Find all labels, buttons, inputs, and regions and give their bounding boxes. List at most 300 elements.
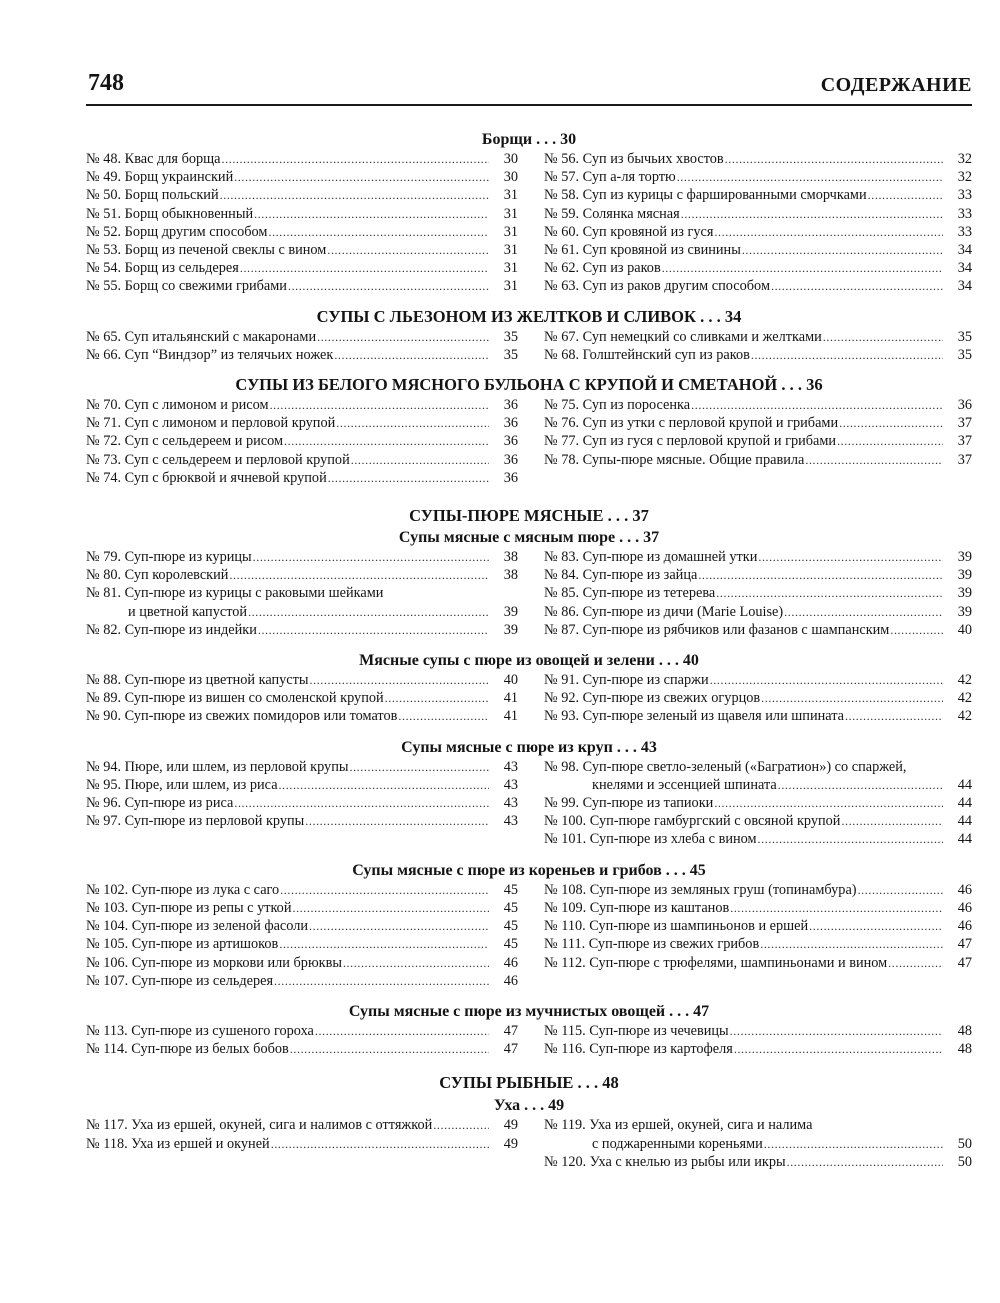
toc-entry-page: 39 [503,621,518,638]
dot-leader [343,954,489,972]
toc-column-left [86,881,518,990]
toc-entry-title: № 62. Суп из раков [544,260,661,277]
dot-leader [334,346,489,364]
dot-leader [662,259,943,277]
toc-entry-title: № 60. Суп кровяной из гуся [544,223,714,240]
toc-entry-page: 31 [503,205,518,222]
toc-entry-page: 50 [957,1135,972,1152]
toc-entry [544,776,972,794]
toc-entry-page: 31 [503,278,518,295]
toc-entry [86,707,518,725]
toc-entry [544,451,972,469]
dot-leader [279,776,489,794]
toc-entry-title: № 94. Пюре, или шлем, из перловой крупы [86,758,349,775]
toc-entry [544,1116,972,1134]
toc-entry-title: № 85. Суп-пюре из тетерева [544,585,716,602]
toc-entry-page: 39 [957,603,972,620]
toc-entry-page: 48 [957,1041,972,1058]
dot-leader [758,548,943,566]
dot-leader [258,621,489,639]
toc-entry-title: № 110. Суп-пюре из шампиньонов и ершей [544,918,809,935]
toc-entry-page: 43 [503,758,518,775]
toc-entry-page: 44 [957,831,972,848]
dot-leader [292,899,489,917]
section-meat-puree [86,528,972,639]
section-title: Мясные супы с пюре из овощей и зелени . . . 40 [359,652,699,670]
toc-entry-title: № 68. Голштейнский суп из раков [544,346,750,363]
dot-leader [229,566,489,584]
toc-entry [86,277,518,295]
toc-entry [86,150,518,168]
toc-column-right [544,548,972,639]
toc-entry [544,150,972,168]
toc-entry [86,812,518,830]
toc-entry-title: № 55. Борщ со свежими грибами [86,278,287,295]
toc-entry-page: 36 [503,415,518,432]
section-puree-meat [86,505,972,527]
dot-leader [240,259,489,277]
toc-entry [544,205,972,223]
toc-entry-page: 42 [957,672,972,689]
toc-entry-page: 45 [503,936,518,953]
dot-leader [845,707,943,725]
toc-entry-page: 36 [503,433,518,450]
toc-entry [86,548,518,566]
section-title: СУПЫ ИЗ БЕЛОГО МЯСНОГО БУЛЬОНА С КРУПОЙ И СМЕТАНОЙ . . . 36 [235,375,823,395]
toc-entry-page: 43 [503,795,518,812]
toc-entry [544,259,972,277]
toc-entry [544,671,972,689]
dot-leader [220,186,489,204]
toc-entry-title: № 101. Суп-пюре из хлеба с вином [544,831,757,848]
page-running-title: СОДЕРЖАНИЕ [820,74,972,96]
toc-entry [544,881,972,899]
toc-entry-page: 35 [503,328,518,345]
toc-entry [544,548,972,566]
toc-entry [86,259,518,277]
toc-entry [544,899,972,917]
toc-entry-page: 40 [957,621,972,638]
toc-entry-page: 34 [957,260,972,277]
toc-entry [86,346,518,364]
toc-entry-title: № 74. Суп с брюквой и ячневой крупой [86,469,327,486]
dot-leader [778,776,943,794]
section-root-puree [86,861,972,990]
toc-entry [544,277,972,295]
toc-entry-page: 47 [957,936,972,953]
dot-leader [734,1040,943,1058]
toc-entry [544,414,972,432]
toc-entry-page: 35 [957,346,972,363]
toc-entry-title: № 71. Суп с лимоном и перловой крупой [86,415,336,432]
toc-entry-page: 42 [957,690,972,707]
toc-entry-title: № 67. Суп немецкий со сливками и желтками [544,328,822,345]
toc-entry-title: № 75. Суп из поросенка [544,397,691,414]
dot-leader [858,881,943,899]
dot-leader [725,150,943,168]
section-title: СУПЫ С ЛЬЕЗОНОМ ИЗ ЖЕЛТКОВ И СЛИВОК . . . 34 [316,306,742,326]
toc-entry-title: кнелями и эссенцией шпината [592,776,777,793]
toc-entry [86,168,518,186]
toc-entry-title: № 58. Суп из курицы с фаршированными сморчками [544,187,867,204]
toc-entry [544,689,972,707]
dot-leader [698,566,943,584]
dot-leader [253,548,489,566]
toc-entry-page: 43 [503,776,518,793]
header-divider [86,104,972,106]
dot-leader [222,150,489,168]
toc-entry-page: 31 [503,223,518,240]
toc-entry-title: № 118. Уха из ершей и окуней [86,1135,270,1152]
toc-entry [86,603,518,621]
toc-entry-title: № 49. Борщ украинский [86,169,234,186]
toc-entry [544,241,972,259]
toc-column-left [86,758,518,849]
toc-entry [86,954,518,972]
chapter-title: СУПЫ РЫБНЫЕ . . . 48 [439,1073,619,1093]
dot-leader [284,432,489,450]
toc-entry [544,168,972,186]
toc-entry-page: 41 [503,708,518,725]
toc-entry-page: 31 [503,242,518,259]
toc-entry-title: № 82. Суп-пюре из индейки [86,621,257,638]
toc-entry-title: № 115. Суп-пюре из чечевицы [544,1022,729,1039]
toc-entry-page: 46 [957,899,972,916]
toc-entry-title: № 51. Борщ обыкновенный [86,205,254,222]
toc-entry-title: с поджаренными кореньями [592,1135,763,1152]
toc-entry [544,396,972,414]
toc-entry-title: № 52. Борщ другим способом [86,223,268,240]
toc-entry [86,451,518,469]
toc-entry-title: № 61. Суп кровяной из свинины [544,242,741,259]
toc-entry-title: № 48. Квас для борща [86,151,221,167]
toc-entry-title: № 86. Суп-пюре из дичи (Marie Louise) [544,603,784,620]
toc-column-right [544,671,972,726]
toc-entry-title: № 84. Суп-пюре из зайца [544,567,698,584]
section-veg-puree [86,651,972,726]
toc-entry [544,1040,972,1058]
toc-entry-title: № 65. Суп итальянский с макаронами [86,328,317,345]
toc-entry-page: 41 [503,690,518,707]
toc-entry-page: 35 [957,328,972,345]
section-ukha [86,1096,972,1171]
toc-entry-page: 33 [957,223,972,240]
section-starchy-puree [86,1002,972,1058]
dot-leader [716,584,943,602]
toc-column-left [86,1116,518,1171]
toc-entry-page: 45 [503,881,518,898]
toc-entry [86,205,518,223]
dot-leader [385,689,489,707]
toc-entry-title: № 81. Суп-пюре из курицы с раковыми шейками [86,585,384,602]
toc-entry-title: № 108. Суп-пюре из земляных груш (топинамбура) [544,881,857,898]
dot-leader [809,917,943,935]
toc-entry-page: 44 [957,776,972,793]
dot-leader [714,794,943,812]
toc-entry-page: 32 [957,151,972,167]
toc-entry [86,794,518,812]
dot-leader [288,277,489,295]
toc-entry-page: 48 [957,1022,972,1039]
dot-leader [677,168,943,186]
dot-leader [317,328,489,346]
dot-leader [691,396,943,414]
toc-entry-page: 36 [503,397,518,414]
toc-entry-page: 38 [503,549,518,566]
toc-entry [86,1022,518,1040]
toc-entry-title: № 95. Пюре, или шлем, из риса [86,776,278,793]
toc-entry-page: 36 [503,469,518,486]
section-borshchi [86,130,972,296]
toc-content [86,126,972,1171]
toc-entry-title: № 99. Суп-пюре из тапиоки [544,795,714,812]
toc-entry-title: № 102. Суп-пюре из лука с саго [86,881,280,898]
dot-leader [305,812,489,830]
toc-entry-title: № 56. Суп из бычьих хвостов [544,151,724,167]
toc-entry-title: № 103. Суп-пюре из репы с уткой [86,899,292,916]
toc-entry-page: 30 [503,151,518,167]
toc-entry [544,621,972,639]
toc-entry-title: № 76. Суп из утки с перловой крупой и грибами [544,415,839,432]
toc-entry-page: 31 [503,260,518,277]
toc-entry-title: № 90. Суп-пюре из свежих помидоров или томатов [86,708,398,725]
toc-entry [544,758,972,776]
toc-entry-page: 39 [957,585,972,602]
toc-entry-page: 47 [503,1041,518,1058]
dot-leader [823,328,943,346]
section-fish [86,1072,972,1094]
toc-entry-page: 46 [957,918,972,935]
toc-entry [86,776,518,794]
toc-entry-page: 38 [503,567,518,584]
toc-entry [544,830,972,848]
toc-entry-title: № 114. Суп-пюре из белых бобов [86,1041,289,1058]
toc-entry-title: № 57. Суп а-ля тортю [544,169,676,186]
dot-leader [433,1116,489,1134]
dot-leader [351,451,489,469]
section-title: Уха . . . 49 [493,1097,565,1115]
toc-entry-title: № 98. Суп-пюре светло-зеленый («Багратион») со спаржей, [544,758,907,775]
toc-entry-title: № 54. Борщ из сельдерея [86,260,239,277]
toc-entry [544,584,972,602]
toc-entry-title: № 63. Суп из раков другим способом [544,278,770,295]
toc-entry-title: № 77. Суп из гуся с перловой крупой и грибами [544,433,837,450]
toc-entry [86,432,518,450]
toc-entry-page: 42 [957,708,972,725]
toc-entry-page: 45 [503,918,518,935]
toc-entry [86,186,518,204]
toc-entry [86,566,518,584]
toc-entry [86,1135,518,1153]
toc-entry-title: № 97. Суп-пюре из перловой крупы [86,813,305,830]
toc-entry [86,621,518,639]
toc-entry [544,603,972,621]
toc-entry [86,1040,518,1058]
dot-leader [839,414,943,432]
toc-column-left [86,328,518,364]
toc-entry-title: № 59. Солянка мясная [544,205,680,222]
toc-entry-title: № 92. Суп-пюре из свежих огурцов [544,690,761,707]
toc-entry-title: и цветной капустой [128,603,248,620]
toc-entry-page: 46 [957,881,972,898]
section-grain-puree [86,738,972,849]
toc-entry-title: № 66. Суп “Виндзор” из телячьих ножек [86,346,334,363]
section-title: Супы мясные с пюре из мучнистых овощей . . . 47 [348,1002,710,1020]
toc-entry-page: 40 [503,672,518,689]
section-title: Супы мясные с пюре из кореньев и грибов . . . 45 [352,861,706,879]
toc-entry-page: 36 [957,397,972,414]
dot-leader [336,414,489,432]
toc-column-right [544,758,972,849]
toc-entry-page: 46 [503,954,518,971]
dot-leader [710,671,943,689]
toc-entry-title: № 72. Суп с сельдереем и рисом [86,433,284,450]
toc-entry-page: 39 [957,567,972,584]
toc-entry [544,328,972,346]
dot-leader [270,396,489,414]
dot-leader [268,223,489,241]
toc-entry-title: № 112. Суп-пюре с трюфелями, шампиньонами и вином [544,954,888,971]
toc-entry-page: 33 [957,205,972,222]
toc-entry-page: 46 [503,972,518,989]
toc-entry-title: № 116. Суп-пюре из картофеля [544,1041,733,1058]
toc-entry [544,432,972,450]
dot-leader [714,223,943,241]
toc-entry-page: 39 [503,603,518,620]
toc-entry [86,881,518,899]
toc-entry-title: № 89. Суп-пюре из вишен со смоленской крупой [86,690,384,707]
dot-leader [787,1153,943,1171]
dot-leader [837,432,943,450]
toc-entry-title: № 119. Уха из ершей, окуней, сига и налима [544,1117,813,1134]
toc-column-left [86,150,518,296]
toc-entry-title: № 50. Борщ польский [86,187,219,204]
dot-leader [234,794,489,812]
toc-entry-page: 32 [957,169,972,186]
toc-entry [544,917,972,935]
toc-entry-title: № 100. Суп-пюре гамбургский с овсяной крупой [544,813,841,830]
toc-entry-page: 37 [957,451,972,468]
dot-leader [805,451,943,469]
toc-entry-title: № 104. Суп-пюре из зеленой фасоли [86,918,309,935]
dot-leader [310,671,490,689]
section-title: Супы мясные с мясным пюре . . . 37 [398,529,660,547]
section-lezon [86,306,972,364]
toc-column-right [544,1116,972,1171]
dot-leader [751,346,943,364]
dot-leader [327,241,489,259]
toc-entry-page: 35 [503,346,518,363]
toc-column-left [86,671,518,726]
section-title: Супы мясные с пюре из круп . . . 43 [401,738,657,756]
dot-leader [248,603,489,621]
toc-entry [544,954,972,972]
toc-entry [86,917,518,935]
toc-entry [544,1022,972,1040]
dot-leader [328,469,489,487]
toc-entry-title: № 70. Суп с лимоном и рисом [86,397,269,414]
toc-entry-title: № 53. Борщ из печеной свеклы с вином [86,242,327,259]
toc-entry-page: 33 [957,187,972,204]
toc-entry-title: № 105. Суп-пюре из артишоков [86,936,279,953]
toc-entry-page: 34 [957,278,972,295]
toc-entry [86,899,518,917]
toc-entry [544,812,972,830]
dot-leader [761,689,943,707]
toc-column-left [86,548,518,639]
toc-entry [544,935,972,953]
dot-leader [309,917,489,935]
toc-entry-page: 37 [957,433,972,450]
toc-entry-page: 36 [503,451,518,468]
dot-leader [349,758,489,776]
dot-leader [274,972,489,990]
toc-column-right [544,1022,972,1058]
toc-entry-page: 45 [503,899,518,916]
toc-entry-page: 43 [503,813,518,830]
toc-entry [86,671,518,689]
dot-leader [890,621,943,639]
toc-entry [544,223,972,241]
toc-entry-page: 47 [957,954,972,971]
page-number: 748 [88,70,124,96]
toc-entry-title: № 93. Суп-пюре зеленый из щавеля или шпината [544,708,844,725]
toc-entry [544,566,972,584]
section-white-broth [86,374,972,487]
dot-leader [730,899,943,917]
dot-leader [290,1040,489,1058]
toc-entry-page: 50 [957,1153,972,1170]
toc-entry [544,707,972,725]
dot-leader [315,1022,489,1040]
toc-entry [86,328,518,346]
toc-column-left [86,396,518,487]
toc-entry [544,1153,972,1171]
toc-entry-page: 37 [957,415,972,432]
toc-entry [86,584,518,602]
dot-leader [771,277,943,295]
toc-column-right [544,328,972,364]
toc-column-right [544,396,972,487]
toc-entry-page: 44 [957,813,972,830]
dot-leader [280,881,489,899]
toc-entry [86,689,518,707]
toc-entry-title: № 87. Суп-пюре из рябчиков или фазанов с шампанским [544,621,890,638]
toc-entry [86,1116,518,1134]
toc-entry-title: № 120. Уха с кнелью из рыбы или икры [544,1153,786,1170]
dot-leader [254,205,489,223]
toc-column-left [86,1022,518,1058]
toc-entry [86,935,518,953]
dot-leader [730,1022,943,1040]
toc-entry-title: № 111. Суп-пюре из свежих грибов [544,936,760,953]
toc-entry-title: № 80. Суп королевский [86,567,229,584]
toc-entry [86,414,518,432]
toc-entry-page: 49 [503,1117,518,1134]
toc-entry-title: № 73. Суп с сельдереем и перловой крупой [86,451,350,468]
toc-entry [86,396,518,414]
section-title: Борщи . . . 30 [481,131,577,148]
toc-entry-page: 39 [957,549,972,566]
dot-leader [841,812,943,830]
toc-entry-title: № 106. Суп-пюре из моркови или брюквы [86,954,342,971]
chapter-title: СУПЫ-ПЮРЕ МЯСНЫЕ . . . 37 [409,506,649,526]
toc-entry [544,346,972,364]
toc-entry-page: 31 [503,187,518,204]
dot-leader [681,205,943,223]
dot-leader [234,168,489,186]
toc-entry-title: № 96. Суп-пюре из риса [86,795,234,812]
